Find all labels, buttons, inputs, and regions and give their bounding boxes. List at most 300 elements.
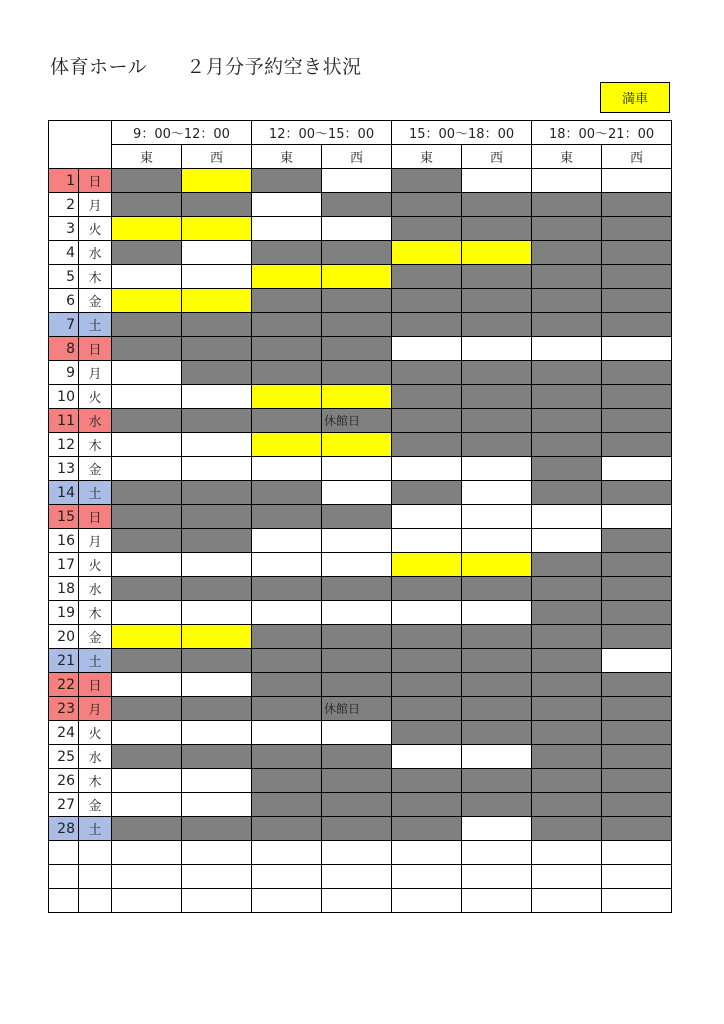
slot-cell — [602, 385, 672, 409]
slot-cell — [602, 817, 672, 841]
slot-cell — [322, 673, 392, 697]
slot-cell — [392, 265, 462, 289]
slot-cell — [602, 481, 672, 505]
slot-cell — [602, 241, 672, 265]
slot-cell — [392, 553, 462, 577]
weekday-cell: 金 — [79, 793, 112, 817]
slot-cell — [252, 361, 322, 385]
slot-cell — [532, 793, 602, 817]
slot-cell — [602, 193, 672, 217]
weekday-cell: 水 — [79, 241, 112, 265]
weekday-cell — [79, 841, 112, 865]
slot-cell — [532, 625, 602, 649]
slot-cell — [112, 865, 182, 889]
slot-cell — [112, 601, 182, 625]
slot-cell — [182, 841, 252, 865]
day-cell: 25 — [49, 745, 79, 769]
day-cell: 10 — [49, 385, 79, 409]
slot-cell — [252, 673, 322, 697]
slot-cell — [602, 889, 672, 913]
slot-cell — [602, 289, 672, 313]
slot-cell — [182, 529, 252, 553]
day-cell: 3 — [49, 217, 79, 241]
slot-cell — [182, 769, 252, 793]
slot-cell — [252, 481, 322, 505]
slot-cell — [252, 625, 322, 649]
slot-cell — [462, 289, 532, 313]
slot-cell — [182, 361, 252, 385]
slot-cell — [252, 217, 322, 241]
table-row — [49, 505, 672, 529]
slot-cell — [322, 385, 392, 409]
slot-cell — [392, 481, 462, 505]
slot-cell — [602, 793, 672, 817]
weekday-cell — [79, 889, 112, 913]
slot-cell — [392, 601, 462, 625]
side-header-east: 東 — [112, 145, 182, 169]
slot-cell — [532, 193, 602, 217]
day-cell — [49, 841, 79, 865]
slot-cell — [112, 265, 182, 289]
table-row — [49, 529, 672, 553]
day-cell: 22 — [49, 673, 79, 697]
time-slot-header: 15：00～18：00 — [392, 121, 532, 145]
slot-cell — [252, 385, 322, 409]
slot-cell — [112, 217, 182, 241]
slot-cell — [602, 745, 672, 769]
slot-cell — [322, 481, 392, 505]
weekday-cell: 月 — [79, 361, 112, 385]
slot-cell — [462, 433, 532, 457]
weekday-cell: 土 — [79, 313, 112, 337]
slot-cell — [182, 481, 252, 505]
side-header-east: 東 — [252, 145, 322, 169]
day-cell: 26 — [49, 769, 79, 793]
table-row — [49, 361, 672, 385]
slot-cell — [602, 625, 672, 649]
slot-cell — [182, 409, 252, 433]
slot-cell — [112, 169, 182, 193]
slot-cell — [182, 865, 252, 889]
slot-cell — [182, 553, 252, 577]
slot-cell — [182, 265, 252, 289]
table-row — [49, 385, 672, 409]
slot-cell — [112, 289, 182, 313]
slot-cell — [392, 889, 462, 913]
slot-cell — [322, 193, 392, 217]
weekday-cell: 日 — [79, 337, 112, 361]
table-row — [49, 313, 672, 337]
slot-cell — [532, 529, 602, 553]
slot-cell — [112, 193, 182, 217]
slot-cell — [322, 721, 392, 745]
slot-cell — [252, 865, 322, 889]
slot-cell — [532, 889, 602, 913]
slot-cell — [602, 457, 672, 481]
slot-cell — [112, 889, 182, 913]
slot-cell — [602, 433, 672, 457]
table-body — [49, 169, 672, 913]
side-header-east: 東 — [532, 145, 602, 169]
slot-cell — [602, 169, 672, 193]
slot-cell — [322, 337, 392, 361]
weekday-cell: 木 — [79, 601, 112, 625]
weekday-cell: 日 — [79, 673, 112, 697]
slot-cell — [392, 241, 462, 265]
slot-cell — [252, 529, 322, 553]
slot-cell — [112, 241, 182, 265]
slot-cell — [532, 481, 602, 505]
slot-cell — [322, 409, 392, 433]
day-cell: 21 — [49, 649, 79, 673]
slot-cell — [462, 745, 532, 769]
day-cell: 13 — [49, 457, 79, 481]
slot-cell — [182, 625, 252, 649]
slot-cell — [252, 793, 322, 817]
weekday-cell — [79, 865, 112, 889]
table-row — [49, 433, 672, 457]
slot-cell — [392, 625, 462, 649]
slot-cell — [602, 769, 672, 793]
weekday-cell: 土 — [79, 481, 112, 505]
weekday-cell: 火 — [79, 217, 112, 241]
side-header-west: 西 — [462, 145, 532, 169]
weekday-cell: 月 — [79, 529, 112, 553]
slot-cell — [322, 889, 392, 913]
weekday-cell: 土 — [79, 649, 112, 673]
slot-cell — [532, 505, 602, 529]
day-cell: 11 — [49, 409, 79, 433]
slot-cell — [392, 673, 462, 697]
slot-cell — [462, 385, 532, 409]
slot-cell — [252, 457, 322, 481]
table-row — [49, 337, 672, 361]
corner-cell — [49, 121, 112, 169]
slot-cell — [532, 433, 602, 457]
slot-cell — [252, 745, 322, 769]
weekday-cell: 水 — [79, 745, 112, 769]
slot-cell — [392, 217, 462, 241]
weekday-cell: 木 — [79, 433, 112, 457]
table-row — [49, 889, 672, 913]
weekday-cell: 金 — [79, 289, 112, 313]
slot-cell — [182, 673, 252, 697]
slot-cell — [532, 337, 602, 361]
side-header-east: 東 — [392, 145, 462, 169]
table-row — [49, 793, 672, 817]
slot-cell — [392, 361, 462, 385]
slot-cell — [462, 865, 532, 889]
slot-cell — [252, 577, 322, 601]
slot-cell — [462, 169, 532, 193]
slot-cell — [602, 841, 672, 865]
table-row — [49, 817, 672, 841]
slot-cell — [252, 697, 322, 721]
day-cell: 1 — [49, 169, 79, 193]
slot-cell — [462, 337, 532, 361]
table-row — [49, 169, 672, 193]
slot-cell — [392, 313, 462, 337]
time-slot-header-row — [49, 121, 672, 145]
table-row — [49, 481, 672, 505]
slot-cell — [602, 553, 672, 577]
slot-cell — [602, 721, 672, 745]
slot-cell — [462, 601, 532, 625]
slot-cell — [532, 841, 602, 865]
slot-cell — [182, 889, 252, 913]
slot-cell — [392, 193, 462, 217]
slot-cell — [252, 193, 322, 217]
side-header-west: 西 — [182, 145, 252, 169]
slot-cell — [252, 553, 322, 577]
day-cell — [49, 865, 79, 889]
slot-cell — [392, 793, 462, 817]
side-header-row — [49, 145, 672, 169]
slot-cell — [462, 769, 532, 793]
weekday-cell: 火 — [79, 721, 112, 745]
table-row — [49, 769, 672, 793]
table-row — [49, 745, 672, 769]
legend-full-badge: 満車 — [600, 82, 670, 113]
slot-cell — [462, 577, 532, 601]
slot-cell — [252, 265, 322, 289]
slot-cell — [532, 265, 602, 289]
day-cell — [49, 889, 79, 913]
slot-cell — [322, 649, 392, 673]
slot-cell — [252, 241, 322, 265]
slot-cell — [252, 817, 322, 841]
slot-cell — [462, 481, 532, 505]
availability-table — [48, 120, 672, 913]
slot-cell — [112, 457, 182, 481]
slot-cell — [182, 817, 252, 841]
slot-cell — [392, 841, 462, 865]
day-cell: 2 — [49, 193, 79, 217]
slot-cell — [532, 865, 602, 889]
slot-cell — [462, 529, 532, 553]
slot-cell — [462, 361, 532, 385]
slot-cell — [322, 601, 392, 625]
slot-cell — [182, 433, 252, 457]
slot-cell — [322, 169, 392, 193]
slot-cell — [602, 601, 672, 625]
slot-cell — [182, 505, 252, 529]
slot-cell — [322, 577, 392, 601]
slot-cell — [252, 649, 322, 673]
slot-cell — [532, 241, 602, 265]
slot-cell — [182, 289, 252, 313]
weekday-cell: 月 — [79, 193, 112, 217]
slot-cell — [532, 289, 602, 313]
slot-cell — [112, 577, 182, 601]
table-row — [49, 457, 672, 481]
slot-cell — [462, 265, 532, 289]
slot-cell — [182, 697, 252, 721]
page-title: 体育ホール ２月分予約空き状況 — [50, 56, 362, 78]
slot-cell — [322, 217, 392, 241]
slot-cell — [392, 385, 462, 409]
time-slot-header: 9：00～12：00 — [112, 121, 252, 145]
slot-cell — [112, 553, 182, 577]
table-row — [49, 409, 672, 433]
table-row — [49, 721, 672, 745]
slot-cell — [112, 721, 182, 745]
weekday-cell: 水 — [79, 577, 112, 601]
slot-cell — [602, 217, 672, 241]
slot-cell — [462, 673, 532, 697]
slot-cell — [112, 745, 182, 769]
day-cell: 19 — [49, 601, 79, 625]
weekday-cell: 金 — [79, 625, 112, 649]
day-cell: 9 — [49, 361, 79, 385]
slot-cell — [602, 649, 672, 673]
slot-cell — [322, 361, 392, 385]
table-row — [49, 217, 672, 241]
side-header-west: 西 — [602, 145, 672, 169]
slot-cell — [392, 529, 462, 553]
slot-cell — [252, 409, 322, 433]
slot-cell — [182, 649, 252, 673]
slot-cell — [112, 385, 182, 409]
slot-cell — [322, 241, 392, 265]
slot-cell — [322, 313, 392, 337]
slot-cell — [462, 793, 532, 817]
slot-cell — [532, 217, 602, 241]
slot-cell — [532, 649, 602, 673]
table-row — [49, 553, 672, 577]
slot-cell — [112, 769, 182, 793]
slot-cell — [392, 433, 462, 457]
slot-cell — [322, 745, 392, 769]
day-cell: 15 — [49, 505, 79, 529]
slot-cell — [182, 385, 252, 409]
table-row — [49, 625, 672, 649]
slot-cell — [462, 721, 532, 745]
slot-cell — [322, 289, 392, 313]
slot-cell — [462, 889, 532, 913]
table-row — [49, 577, 672, 601]
slot-cell — [182, 577, 252, 601]
slot-cell — [392, 289, 462, 313]
slot-cell — [112, 313, 182, 337]
weekday-cell: 土 — [79, 817, 112, 841]
table-row — [49, 697, 672, 721]
slot-cell — [252, 337, 322, 361]
slot-cell — [252, 889, 322, 913]
table-row — [49, 673, 672, 697]
slot-cell — [602, 865, 672, 889]
weekday-cell: 水 — [79, 409, 112, 433]
slot-cell — [182, 313, 252, 337]
slot-cell — [532, 169, 602, 193]
slot-cell — [112, 697, 182, 721]
day-cell: 28 — [49, 817, 79, 841]
slot-cell — [112, 337, 182, 361]
slot-cell — [252, 433, 322, 457]
slot-cell — [532, 745, 602, 769]
slot-cell — [252, 289, 322, 313]
slot-cell — [462, 241, 532, 265]
slot-cell — [182, 793, 252, 817]
table-row — [49, 601, 672, 625]
slot-cell — [462, 193, 532, 217]
side-header-west: 西 — [322, 145, 392, 169]
day-cell: 23 — [49, 697, 79, 721]
table-row — [49, 649, 672, 673]
slot-cell — [252, 721, 322, 745]
slot-cell — [112, 481, 182, 505]
weekday-cell: 日 — [79, 169, 112, 193]
slot-cell — [112, 841, 182, 865]
slot-cell — [112, 649, 182, 673]
day-cell: 5 — [49, 265, 79, 289]
day-cell: 20 — [49, 625, 79, 649]
day-cell: 24 — [49, 721, 79, 745]
slot-cell — [182, 217, 252, 241]
slot-cell — [112, 409, 182, 433]
time-slot-header: 12：00～15：00 — [252, 121, 392, 145]
slot-cell — [182, 169, 252, 193]
slot-cell — [532, 817, 602, 841]
slot-cell — [182, 457, 252, 481]
day-cell: 12 — [49, 433, 79, 457]
slot-cell — [252, 841, 322, 865]
slot-cell — [532, 409, 602, 433]
slot-cell — [602, 697, 672, 721]
slot-cell — [462, 505, 532, 529]
slot-cell — [462, 817, 532, 841]
slot-cell — [602, 577, 672, 601]
slot-cell — [462, 313, 532, 337]
slot-cell — [392, 721, 462, 745]
day-cell: 14 — [49, 481, 79, 505]
slot-cell — [532, 553, 602, 577]
slot-cell — [322, 553, 392, 577]
slot-cell — [532, 697, 602, 721]
slot-cell — [322, 457, 392, 481]
weekday-cell: 月 — [79, 697, 112, 721]
slot-cell — [252, 313, 322, 337]
slot-cell — [392, 505, 462, 529]
day-cell: 6 — [49, 289, 79, 313]
slot-cell — [182, 241, 252, 265]
slot-cell — [322, 529, 392, 553]
slot-cell — [112, 625, 182, 649]
slot-cell — [462, 625, 532, 649]
slot-cell — [462, 649, 532, 673]
slot-cell — [252, 169, 322, 193]
slot-cell — [182, 337, 252, 361]
slot-cell — [322, 841, 392, 865]
slot-cell — [532, 721, 602, 745]
slot-cell — [182, 193, 252, 217]
slot-cell — [462, 409, 532, 433]
slot-cell — [462, 841, 532, 865]
slot-cell — [602, 313, 672, 337]
table-row — [49, 841, 672, 865]
slot-cell — [322, 817, 392, 841]
slot-cell — [602, 505, 672, 529]
slot-cell — [112, 505, 182, 529]
slot-cell — [532, 673, 602, 697]
slot-cell — [392, 457, 462, 481]
table-row — [49, 289, 672, 313]
slot-cell — [462, 217, 532, 241]
slot-cell — [392, 649, 462, 673]
slot-cell — [532, 769, 602, 793]
day-cell: 17 — [49, 553, 79, 577]
weekday-cell: 金 — [79, 457, 112, 481]
